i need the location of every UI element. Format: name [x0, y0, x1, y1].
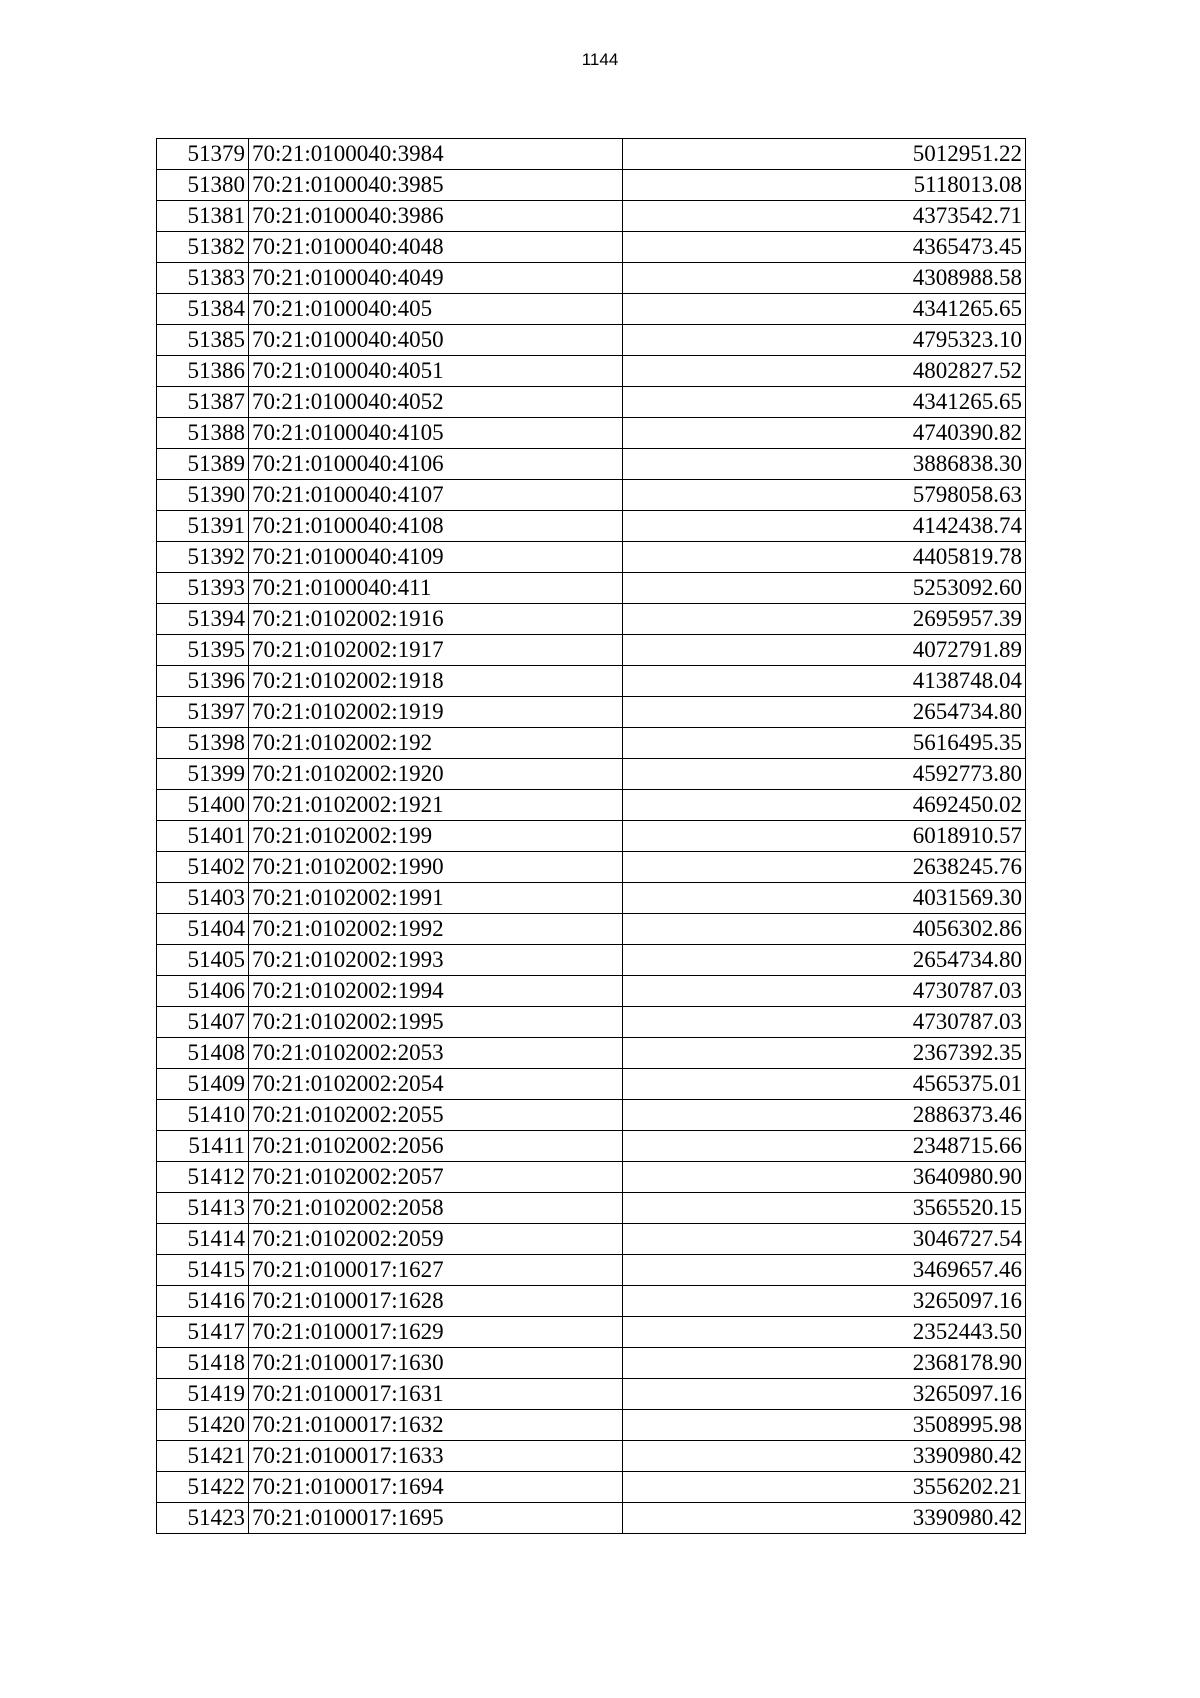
table-row	[157, 1503, 1026, 1534]
cadastral-number-cell: 70:21:0100017:1695	[249, 1503, 623, 1534]
cadastral-number-cell: 70:21:0102002:1990	[249, 852, 623, 883]
row-number-cell: 51414	[157, 1224, 249, 1255]
table-row	[157, 449, 1026, 480]
page-number: 1144	[581, 50, 619, 69]
cadastral-number-cell: 70:21:0102002:1917	[249, 635, 623, 666]
cadastral-number-cell: 70:21:0100040:4051	[249, 356, 623, 387]
row-number-cell: 51402	[157, 852, 249, 883]
table-row	[157, 356, 1026, 387]
row-number-cell: 51416	[157, 1286, 249, 1317]
row-number-cell: 51400	[157, 790, 249, 821]
table-row	[157, 759, 1026, 790]
row-number-cell: 51407	[157, 1007, 249, 1038]
cadastral-value-cell: 4341265.65	[623, 387, 1026, 418]
cadastral-value-cell: 4138748.04	[623, 666, 1026, 697]
table-row	[157, 573, 1026, 604]
cadastral-number-cell: 70:21:0100040:4107	[249, 480, 623, 511]
cadastral-value-cell: 4373542.71	[623, 201, 1026, 232]
cadastral-number-cell: 70:21:0100040:4106	[249, 449, 623, 480]
row-number-cell: 51386	[157, 356, 249, 387]
row-number-cell: 51379	[157, 139, 249, 170]
cadastral-value-cell: 6018910.57	[623, 821, 1026, 852]
table-row	[157, 1441, 1026, 1472]
cadastral-number-cell: 70:21:0100017:1631	[249, 1379, 623, 1410]
row-number-cell: 51392	[157, 542, 249, 573]
row-number-cell: 51404	[157, 914, 249, 945]
table-row	[157, 387, 1026, 418]
cadastral-value-cell: 4072791.89	[623, 635, 1026, 666]
cadastral-value-cell: 4740390.82	[623, 418, 1026, 449]
cadastral-value-cell: 4365473.45	[623, 232, 1026, 263]
table-row	[157, 232, 1026, 263]
cadastral-number-cell: 70:21:0100040:3986	[249, 201, 623, 232]
row-number-cell: 51406	[157, 976, 249, 1007]
table-row	[157, 790, 1026, 821]
cadastral-number-cell: 70:21:0102002:1916	[249, 604, 623, 635]
table-row	[157, 1007, 1026, 1038]
table-row	[157, 1193, 1026, 1224]
cadastral-value-cell: 3265097.16	[623, 1286, 1026, 1317]
table-row	[157, 1410, 1026, 1441]
table-row	[157, 542, 1026, 573]
table-row	[157, 139, 1026, 170]
row-number-cell: 51394	[157, 604, 249, 635]
table-row	[157, 666, 1026, 697]
cadastral-value-cell: 5118013.08	[623, 170, 1026, 201]
cadastral-number-cell: 70:21:0100017:1633	[249, 1441, 623, 1472]
cadastral-number-cell: 70:21:0100040:4052	[249, 387, 623, 418]
cadastral-value-cell: 3046727.54	[623, 1224, 1026, 1255]
row-number-cell: 51390	[157, 480, 249, 511]
cadastral-number-cell: 70:21:0102002:1921	[249, 790, 623, 821]
cadastral-number-cell: 70:21:0100017:1694	[249, 1472, 623, 1503]
row-number-cell: 51411	[157, 1131, 249, 1162]
cadastral-number-cell: 70:21:0102002:192	[249, 728, 623, 759]
row-number-cell: 51405	[157, 945, 249, 976]
table-row	[157, 1348, 1026, 1379]
cadastral-value-cell: 5798058.63	[623, 480, 1026, 511]
cadastral-number-cell: 70:21:0100017:1627	[249, 1255, 623, 1286]
row-number-cell: 51412	[157, 1162, 249, 1193]
cadastral-value-cell: 3390980.42	[623, 1441, 1026, 1472]
cadastral-value-cell: 5253092.60	[623, 573, 1026, 604]
table-row	[157, 1255, 1026, 1286]
table-row	[157, 1224, 1026, 1255]
cadastral-value-cell: 4592773.80	[623, 759, 1026, 790]
cadastral-value-cell: 3565520.15	[623, 1193, 1026, 1224]
cadastral-value-cell: 4565375.01	[623, 1069, 1026, 1100]
table-row	[157, 1131, 1026, 1162]
cadastral-value-cell: 4802827.52	[623, 356, 1026, 387]
row-number-cell: 51408	[157, 1038, 249, 1069]
row-number-cell: 51421	[157, 1441, 249, 1472]
table-row	[157, 821, 1026, 852]
row-number-cell: 51381	[157, 201, 249, 232]
cadastral-value-cell: 4031569.30	[623, 883, 1026, 914]
table-row	[157, 635, 1026, 666]
row-number-cell: 51418	[157, 1348, 249, 1379]
row-number-cell: 51403	[157, 883, 249, 914]
cadastral-number-cell: 70:21:0102002:2058	[249, 1193, 623, 1224]
cadastral-number-cell: 70:21:0100040:3985	[249, 170, 623, 201]
row-number-cell: 51410	[157, 1100, 249, 1131]
table-row	[157, 697, 1026, 728]
cadastral-value-cell: 2654734.80	[623, 697, 1026, 728]
cadastral-number-cell: 70:21:0100017:1628	[249, 1286, 623, 1317]
cadastral-value-cell: 4341265.65	[623, 294, 1026, 325]
cadastral-value-cell: 4308988.58	[623, 263, 1026, 294]
row-number-cell: 51419	[157, 1379, 249, 1410]
cadastral-number-cell: 70:21:0100017:1630	[249, 1348, 623, 1379]
table-row	[157, 604, 1026, 635]
cadastral-value-cell: 4730787.03	[623, 976, 1026, 1007]
cadastral-number-cell: 70:21:0102002:2056	[249, 1131, 623, 1162]
row-number-cell: 51384	[157, 294, 249, 325]
row-number-cell: 51382	[157, 232, 249, 263]
table-row	[157, 914, 1026, 945]
cadastral-value-cell: 2695957.39	[623, 604, 1026, 635]
cadastral-value-cell: 2368178.90	[623, 1348, 1026, 1379]
table-body	[157, 139, 1026, 1534]
row-number-cell: 51397	[157, 697, 249, 728]
cadastral-number-cell: 70:21:0100040:405	[249, 294, 623, 325]
row-number-cell: 51423	[157, 1503, 249, 1534]
row-number-cell: 51388	[157, 418, 249, 449]
row-number-cell: 51401	[157, 821, 249, 852]
cadastral-value-cell: 2654734.80	[623, 945, 1026, 976]
cadastral-number-cell: 70:21:0102002:1919	[249, 697, 623, 728]
cadastral-value-cell: 3390980.42	[623, 1503, 1026, 1534]
table-row	[157, 945, 1026, 976]
row-number-cell: 51399	[157, 759, 249, 790]
table-row	[157, 728, 1026, 759]
row-number-cell: 51409	[157, 1069, 249, 1100]
cadastral-value-cell: 5616495.35	[623, 728, 1026, 759]
row-number-cell: 51393	[157, 573, 249, 604]
row-number-cell: 51420	[157, 1410, 249, 1441]
row-number-cell: 51385	[157, 325, 249, 356]
table-row	[157, 1379, 1026, 1410]
cadastral-value-table	[156, 138, 1026, 1534]
cadastral-number-cell: 70:21:0102002:199	[249, 821, 623, 852]
cadastral-number-cell: 70:21:0102002:1920	[249, 759, 623, 790]
table-row	[157, 976, 1026, 1007]
cadastral-number-cell: 70:21:0100040:3984	[249, 139, 623, 170]
cadastral-number-cell: 70:21:0102002:1993	[249, 945, 623, 976]
cadastral-value-cell: 3886838.30	[623, 449, 1026, 480]
row-number-cell: 51415	[157, 1255, 249, 1286]
row-number-cell: 51398	[157, 728, 249, 759]
cadastral-number-cell: 70:21:0102002:2054	[249, 1069, 623, 1100]
table-row	[157, 325, 1026, 356]
row-number-cell: 51395	[157, 635, 249, 666]
cadastral-value-cell: 4795323.10	[623, 325, 1026, 356]
cadastral-number-cell: 70:21:0100040:4109	[249, 542, 623, 573]
cadastral-value-cell: 3469657.46	[623, 1255, 1026, 1286]
cadastral-value-cell: 4056302.86	[623, 914, 1026, 945]
cadastral-number-cell: 70:21:0100017:1632	[249, 1410, 623, 1441]
table-row	[157, 1100, 1026, 1131]
table-row	[157, 1069, 1026, 1100]
cadastral-value-cell: 3265097.16	[623, 1379, 1026, 1410]
table-row	[157, 263, 1026, 294]
cadastral-number-cell: 70:21:0102002:2059	[249, 1224, 623, 1255]
row-number-cell: 51422	[157, 1472, 249, 1503]
table-row	[157, 1472, 1026, 1503]
row-number-cell: 51391	[157, 511, 249, 542]
cadastral-value-cell: 2638245.76	[623, 852, 1026, 883]
row-number-cell: 51413	[157, 1193, 249, 1224]
table-row	[157, 511, 1026, 542]
table-row	[157, 294, 1026, 325]
cadastral-number-cell: 70:21:0100040:4048	[249, 232, 623, 263]
cadastral-number-cell: 70:21:0100040:4105	[249, 418, 623, 449]
cadastral-number-cell: 70:21:0102002:1918	[249, 666, 623, 697]
cadastral-value-cell: 3640980.90	[623, 1162, 1026, 1193]
cadastral-value-cell: 2352443.50	[623, 1317, 1026, 1348]
cadastral-value-cell: 4142438.74	[623, 511, 1026, 542]
table-row	[157, 852, 1026, 883]
cadastral-value-cell: 4405819.78	[623, 542, 1026, 573]
cadastral-number-cell: 70:21:0102002:1995	[249, 1007, 623, 1038]
cadastral-number-cell: 70:21:0102002:2053	[249, 1038, 623, 1069]
cadastral-value-cell: 2348715.66	[623, 1131, 1026, 1162]
cadastral-number-cell: 70:21:0102002:1991	[249, 883, 623, 914]
cadastral-number-cell: 70:21:0100040:4108	[249, 511, 623, 542]
table-row	[157, 1317, 1026, 1348]
cadastral-number-cell: 70:21:0102002:2055	[249, 1100, 623, 1131]
table-row	[157, 201, 1026, 232]
cadastral-number-cell: 70:21:0100017:1629	[249, 1317, 623, 1348]
cadastral-value-cell: 2367392.35	[623, 1038, 1026, 1069]
table-row	[157, 1038, 1026, 1069]
cadastral-number-cell: 70:21:0102002:1994	[249, 976, 623, 1007]
cadastral-number-cell: 70:21:0100040:411	[249, 573, 623, 604]
cadastral-number-cell: 70:21:0100040:4049	[249, 263, 623, 294]
cadastral-value-cell: 3556202.21	[623, 1472, 1026, 1503]
cadastral-number-cell: 70:21:0102002:2057	[249, 1162, 623, 1193]
table-row	[157, 418, 1026, 449]
row-number-cell: 51380	[157, 170, 249, 201]
table-row	[157, 1286, 1026, 1317]
cadastral-number-cell: 70:21:0100040:4050	[249, 325, 623, 356]
row-number-cell: 51383	[157, 263, 249, 294]
cadastral-value-cell: 3508995.98	[623, 1410, 1026, 1441]
table-row	[157, 883, 1026, 914]
cadastral-value-cell: 4692450.02	[623, 790, 1026, 821]
table-row	[157, 480, 1026, 511]
cadastral-value-cell: 2886373.46	[623, 1100, 1026, 1131]
row-number-cell: 51389	[157, 449, 249, 480]
cadastral-value-cell: 5012951.22	[623, 139, 1026, 170]
table-row	[157, 1162, 1026, 1193]
cadastral-number-cell: 70:21:0102002:1992	[249, 914, 623, 945]
table-row	[157, 170, 1026, 201]
row-number-cell: 51387	[157, 387, 249, 418]
row-number-cell: 51417	[157, 1317, 249, 1348]
cadastral-value-cell: 4730787.03	[623, 1007, 1026, 1038]
row-number-cell: 51396	[157, 666, 249, 697]
